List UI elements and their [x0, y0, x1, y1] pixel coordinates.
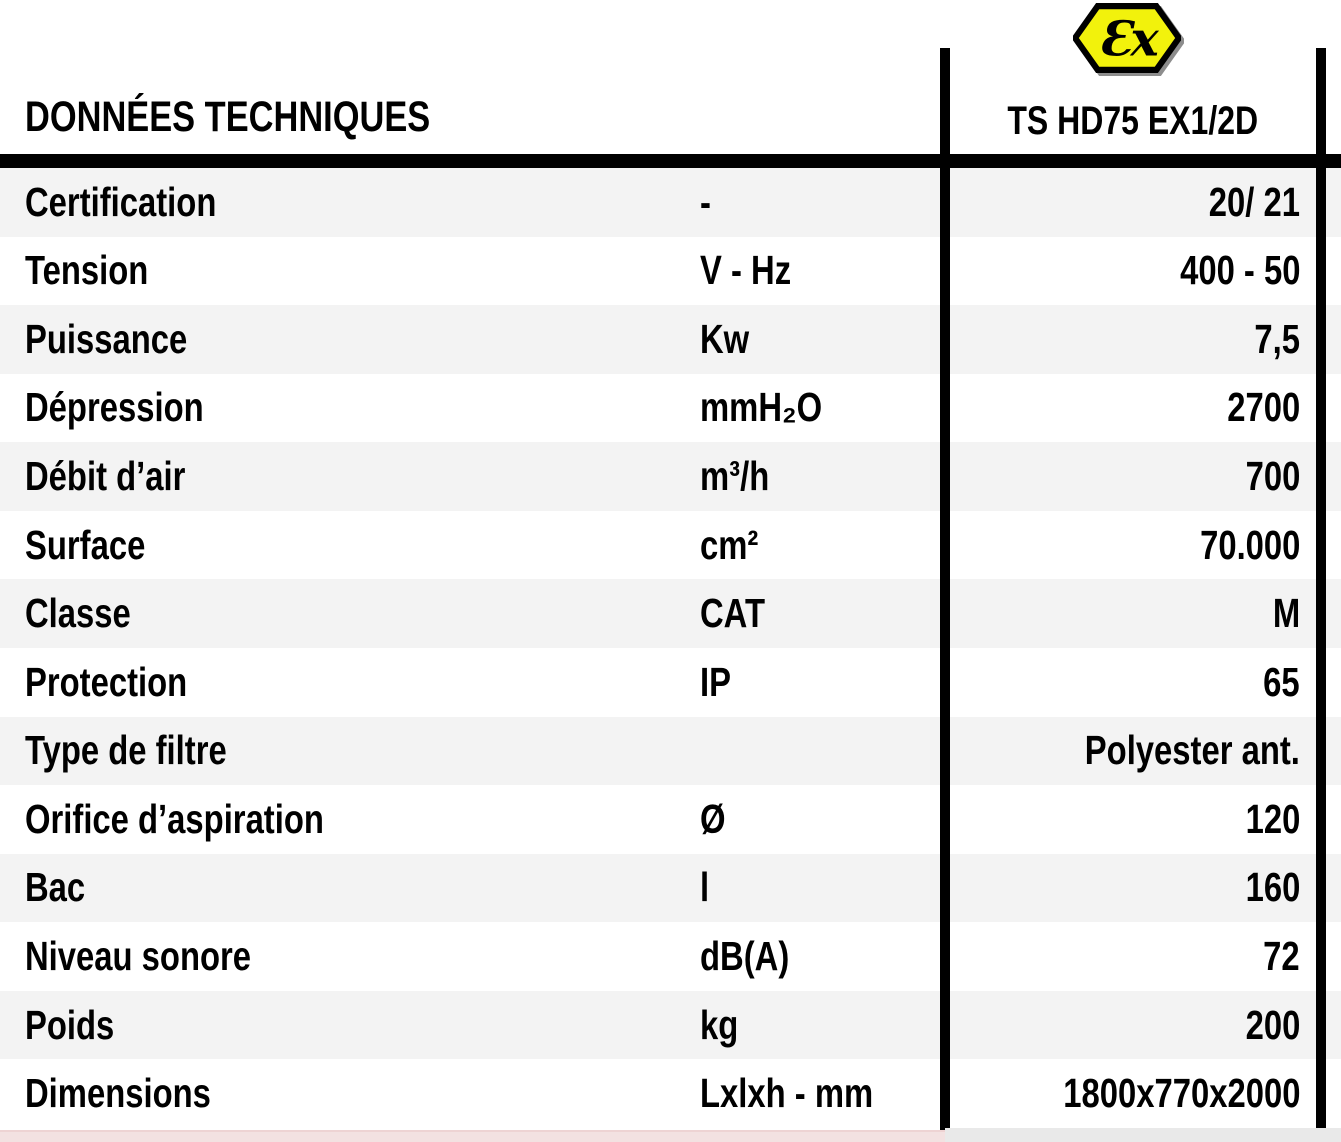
table-row [0, 511, 1341, 580]
row-label-cell [0, 590, 700, 637]
row-value-cell [940, 384, 1341, 431]
page-title [25, 93, 532, 142]
row-value: 120 [1245, 795, 1300, 842]
row-label: Certification [25, 178, 217, 225]
row-unit: m³/h [700, 453, 770, 500]
row-unit-cell [700, 590, 940, 637]
row-unit-cell [700, 316, 940, 363]
row-label: Dépression [25, 384, 204, 431]
row-value: 160 [1245, 864, 1300, 911]
table-row [0, 1059, 1341, 1128]
row-label: Poids [25, 1001, 115, 1048]
row-label-cell [0, 179, 700, 226]
row-unit: Lxlxh - mm [700, 1070, 874, 1117]
table-row [0, 785, 1341, 854]
table-row [0, 168, 1341, 237]
row-value: 1800x770x2000 [1062, 1070, 1300, 1117]
row-unit: kg [700, 1001, 739, 1048]
row-label-cell [0, 796, 700, 843]
row-label-cell [0, 384, 700, 431]
column-divider-right [1316, 48, 1326, 1136]
row-value-cell [940, 247, 1341, 294]
row-value-cell [940, 590, 1341, 637]
table-header-row [0, 0, 1341, 154]
row-unit: CAT [700, 590, 765, 637]
row-unit: l [700, 864, 710, 911]
row-unit-cell [700, 522, 940, 569]
row-label: Dimensions [25, 1070, 211, 1117]
table-row [0, 305, 1341, 374]
row-unit: mmH₂O [700, 384, 823, 431]
row-unit: Kw [700, 315, 750, 362]
atex-ex-icon [1073, 2, 1181, 74]
row-unit: dB(A) [700, 932, 790, 979]
row-value-cell [940, 1070, 1341, 1117]
row-unit-cell [700, 247, 940, 294]
row-value-cell [940, 316, 1341, 363]
atex-ex-icon-text: Ɛx [1098, 12, 1157, 68]
row-label: Classe [25, 590, 131, 637]
row-label-cell [0, 933, 700, 980]
row-label: Tension [25, 247, 149, 294]
table-row [0, 717, 1341, 786]
row-value: Polyester ant. [1084, 727, 1300, 774]
row-label: Bac [25, 864, 86, 911]
row-unit: IP [700, 658, 731, 705]
bottom-strip-gray [945, 1128, 1341, 1142]
row-label: Type de filtre [25, 727, 227, 774]
row-value: 20/ 21 [1208, 178, 1300, 225]
table-row [0, 374, 1341, 443]
row-label: Surface [25, 521, 146, 568]
bottom-strip-pink [0, 1130, 945, 1142]
row-value: 65 [1263, 658, 1300, 705]
row-unit-cell [700, 796, 940, 843]
table-row [0, 854, 1341, 923]
row-label: Orifice d’aspiration [25, 795, 324, 842]
row-unit-cell [700, 864, 940, 911]
row-label-cell [0, 247, 700, 294]
row-label: Puissance [25, 315, 188, 362]
row-value: 200 [1245, 1001, 1300, 1048]
row-label: Protection [25, 658, 188, 705]
row-unit-cell [700, 453, 940, 500]
row-value: 400 - 50 [1179, 247, 1300, 294]
model-column-header [940, 99, 1326, 144]
row-value: 700 [1245, 453, 1300, 500]
row-value: 72 [1263, 932, 1300, 979]
row-unit-cell [700, 727, 940, 774]
row-label-cell [0, 864, 700, 911]
spec-table [0, 168, 1341, 1128]
row-label-cell [0, 453, 700, 500]
row-label: Niveau sonore [25, 932, 252, 979]
table-row [0, 442, 1341, 511]
row-label-cell [0, 316, 700, 363]
table-row [0, 991, 1341, 1060]
row-unit: V - Hz [700, 247, 792, 294]
row-unit-cell [700, 659, 940, 706]
page-bottom-strip [0, 1128, 1341, 1142]
row-unit-cell [700, 179, 940, 226]
row-unit: cm² [700, 521, 759, 568]
row-unit: - [700, 178, 711, 225]
row-unit-cell [700, 1070, 940, 1117]
row-value: 7,5 [1254, 315, 1300, 362]
row-unit-cell [700, 933, 940, 980]
row-value-cell [940, 796, 1341, 843]
row-value-cell [940, 864, 1341, 911]
row-unit-cell [700, 1002, 940, 1049]
row-value: 2700 [1227, 384, 1300, 431]
row-value-cell [940, 522, 1341, 569]
row-value-cell [940, 727, 1341, 774]
column-divider-left [940, 48, 950, 1136]
row-label-cell [0, 1002, 700, 1049]
table-row [0, 579, 1341, 648]
header-rule [0, 154, 1341, 168]
table-row [0, 237, 1341, 306]
row-label: Débit d’air [25, 453, 186, 500]
model-name: TS HD75 EX1/2D [1007, 99, 1259, 143]
row-label-cell [0, 659, 700, 706]
row-value-cell [940, 1002, 1341, 1049]
row-value-cell [940, 453, 1341, 500]
row-value: 70.000 [1199, 521, 1300, 568]
row-value-cell [940, 659, 1341, 706]
row-unit-cell [700, 384, 940, 431]
row-value: M [1272, 590, 1300, 637]
table-row [0, 648, 1341, 717]
row-unit: Ø [700, 795, 726, 842]
table-row [0, 922, 1341, 991]
row-value-cell [940, 933, 1341, 980]
row-label-cell [0, 522, 700, 569]
row-value-cell [940, 179, 1341, 226]
row-label-cell [0, 1070, 700, 1117]
page-title-text: DONNÉES TECHNIQUES [25, 93, 431, 141]
row-label-cell [0, 727, 700, 774]
